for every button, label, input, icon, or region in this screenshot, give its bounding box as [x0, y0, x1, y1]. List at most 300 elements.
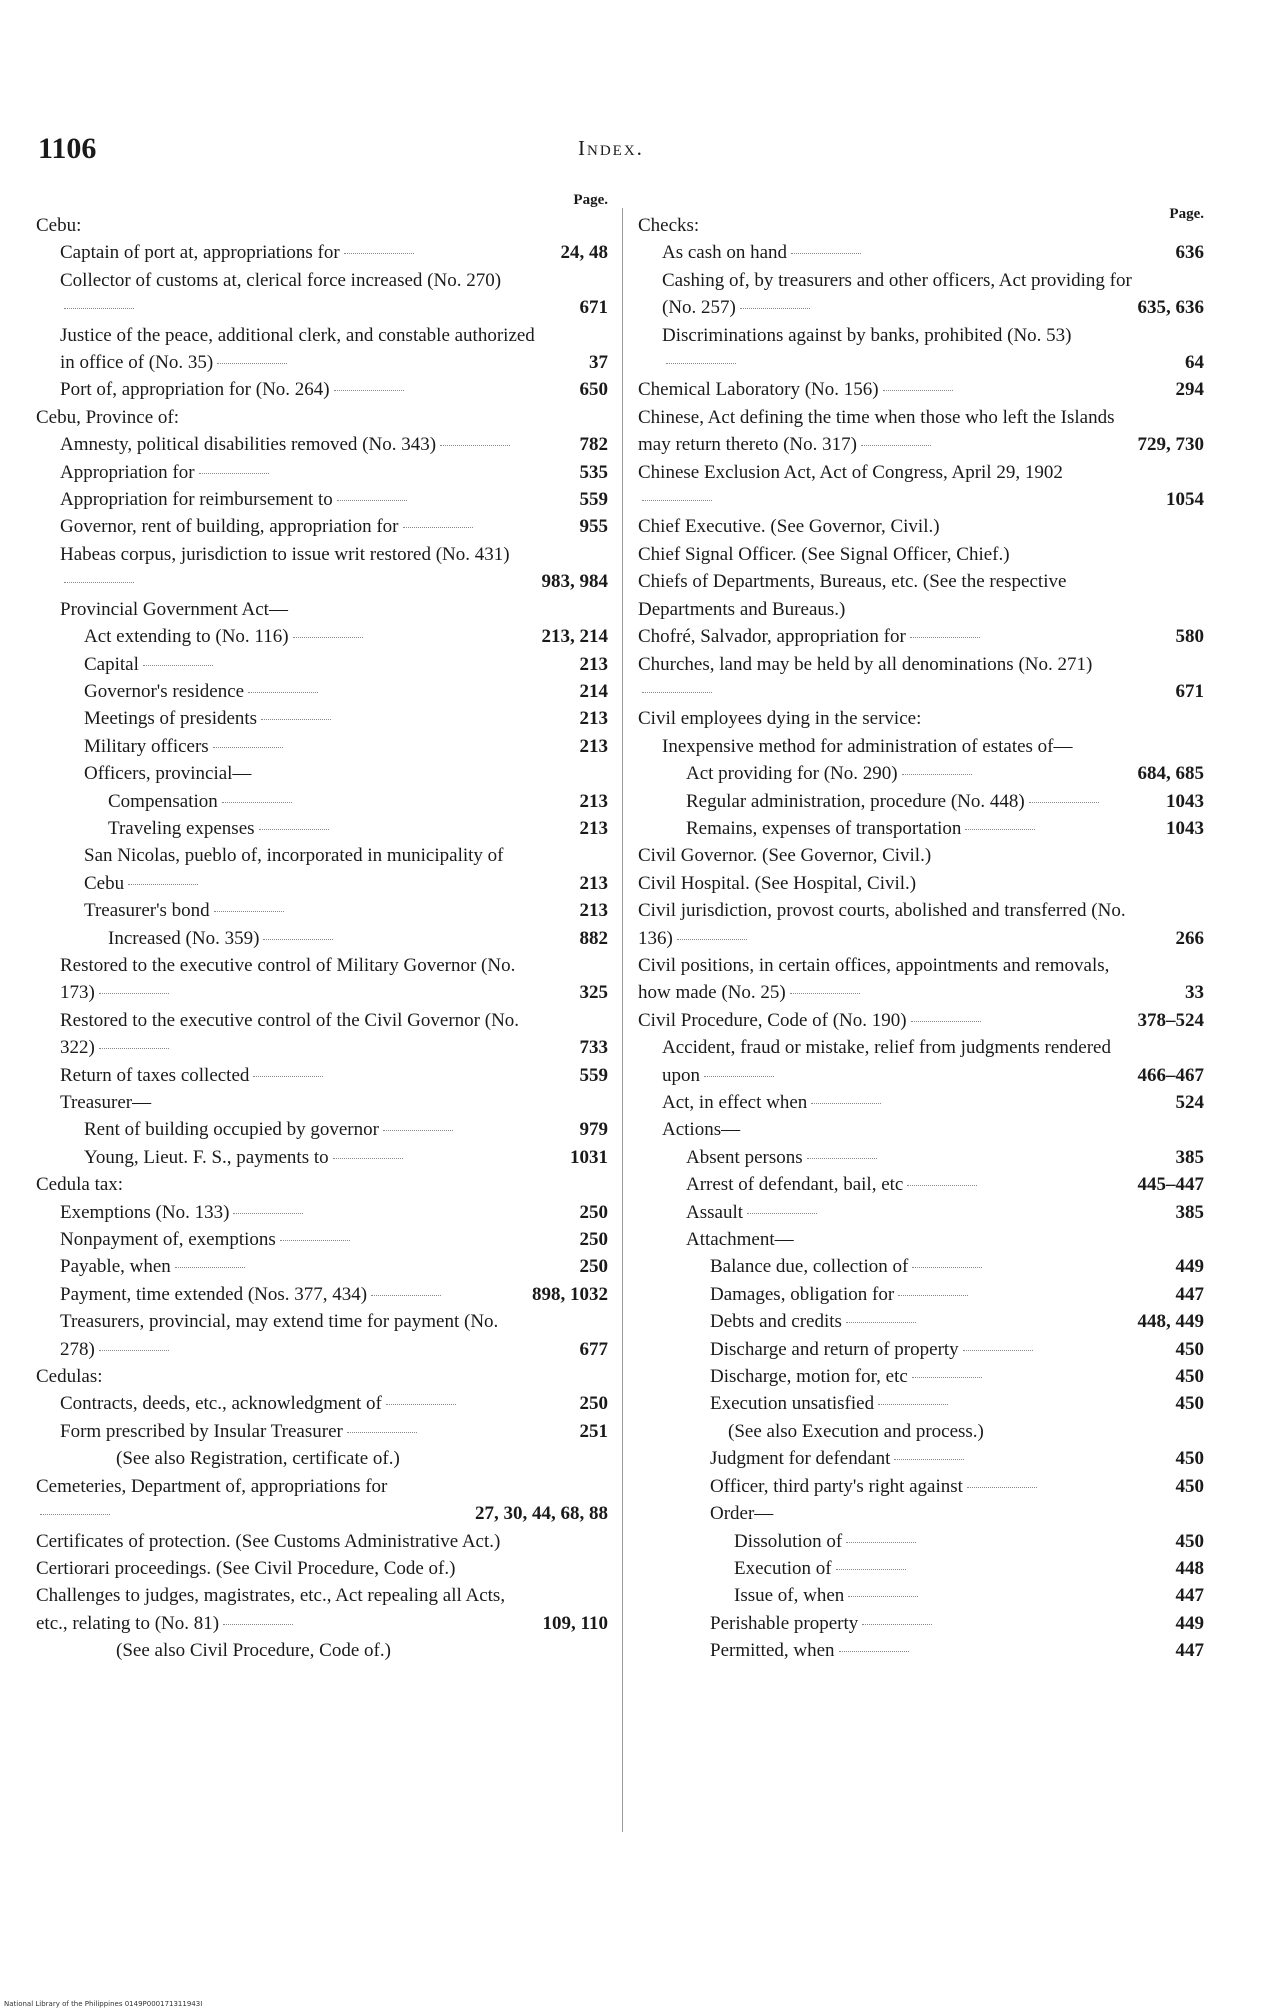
- leader-dots: [666, 363, 736, 364]
- leader-dots: [677, 939, 747, 940]
- entry-page-ref: 445–447: [1137, 1174, 1204, 1196]
- index-entry: [36, 1281, 608, 1308]
- entry-text: Checks:: [638, 215, 700, 236]
- entry-page-ref: 466–467: [1137, 1064, 1204, 1086]
- entry-page-ref: 294: [1175, 379, 1204, 401]
- leader-dots: [253, 1076, 323, 1077]
- leader-dots: [836, 1569, 906, 1570]
- leader-dots: [791, 253, 861, 254]
- entry-text: Remains, expenses of transportation: [686, 817, 962, 839]
- leader-dots: [403, 527, 473, 528]
- index-entry: [36, 705, 608, 732]
- entry-text: Capital: [84, 653, 139, 675]
- entry-page-ref: 250: [579, 1256, 608, 1278]
- entry-page-ref: 213: [579, 653, 608, 675]
- entry-text: Chief Executive. (See Governor, Civil.): [638, 516, 940, 538]
- entry-text: Treasurers, provincial, may extend time for payment (No. 278): [60, 1311, 499, 1360]
- leader-dots: [280, 1240, 350, 1241]
- leader-dots: [99, 993, 169, 994]
- entry-text: Appropriation for reimbursement to: [60, 489, 333, 511]
- leader-dots: [911, 1021, 981, 1022]
- entry-page-ref: 447: [1175, 1283, 1204, 1305]
- leader-dots: [213, 747, 283, 748]
- index-entry: [36, 897, 608, 924]
- leader-dots: [233, 1213, 303, 1214]
- entry-text: Actions—: [662, 1119, 741, 1141]
- entry-page-ref: 450: [1175, 1393, 1204, 1415]
- entry-page-ref: 559: [579, 1064, 608, 1086]
- entry-text: Civil positions, in certain offices, appointments and removals, how made (No. 25): [638, 954, 1110, 1004]
- entry-text: Civil employees dying in the service:: [638, 708, 922, 730]
- leader-dots: [337, 500, 407, 501]
- index-entry: [638, 1116, 1204, 1143]
- entry-text: Governor's residence: [84, 680, 245, 702]
- entry-page-ref: 535: [579, 461, 608, 483]
- entry-text: Act providing for (No. 290): [686, 763, 898, 785]
- entry-text: Amnesty, political disabilities removed (No. 343): [60, 434, 437, 456]
- entry-page-ref: 213: [579, 790, 608, 812]
- entry-page-ref: 636: [1175, 242, 1204, 264]
- index-entry: [36, 1555, 608, 1582]
- index-entry: [36, 678, 608, 705]
- right-entries: [638, 212, 1204, 1665]
- leader-dots: [259, 829, 329, 830]
- entry-text: Chiefs of Departments, Bureaus, etc. (See the respective Departments and Bureaus.): [638, 571, 1067, 620]
- entry-text: Meetings of presidents: [84, 708, 258, 730]
- entry-text: Discharge and return of property: [710, 1338, 959, 1360]
- leader-dots: [902, 774, 972, 775]
- entry-text: Act extending to (No. 116): [84, 626, 289, 648]
- leader-dots: [740, 308, 810, 309]
- entry-page-ref: 385: [1175, 1146, 1204, 1168]
- entry-page-ref: 109, 110: [542, 1612, 608, 1634]
- entry-page-ref: 213: [579, 900, 608, 922]
- entry-page-ref: 524: [1175, 1092, 1204, 1113]
- index-entry: [638, 322, 1204, 377]
- index-entry: [36, 1363, 608, 1390]
- index-entry: [638, 376, 1204, 403]
- entry-page-ref: 378–524: [1137, 1009, 1204, 1031]
- entry-text: Balance due, collection of: [710, 1256, 909, 1278]
- leader-dots: [217, 363, 287, 364]
- entry-text: Cebu:: [36, 215, 82, 236]
- leader-dots: [898, 1295, 968, 1296]
- entry-text: Cemeteries, Department of, appropriations for: [36, 1475, 388, 1497]
- index-entry: [638, 788, 1204, 815]
- index-entry: [36, 651, 608, 678]
- leader-dots: [199, 473, 269, 474]
- entry-page-ref: 559: [579, 489, 608, 511]
- entry-text: Challenges to judges, magistrates, etc., Act repealing all Acts, etc., relating to (No. 81): [36, 1585, 506, 1634]
- entry-text: Contracts, deeds, etc., acknowledgment of: [60, 1393, 382, 1415]
- entry-page-ref: 250: [579, 1229, 608, 1251]
- entry-page-ref: 671: [579, 297, 608, 319]
- index-entry: [36, 1144, 608, 1171]
- leader-dots: [642, 692, 712, 693]
- index-entry: [36, 1116, 608, 1143]
- entry-page-ref: 450: [1175, 1366, 1204, 1388]
- entry-text: Return of taxes collected: [60, 1064, 250, 1086]
- index-entry: [638, 267, 1204, 322]
- entry-text: (See also Registration, certificate of.): [116, 1448, 400, 1470]
- leader-dots: [878, 1404, 948, 1405]
- entry-text: San Nicolas, pueblo of, incorporated in municipality of Cebu: [84, 845, 504, 894]
- entry-text: Appropriation for: [60, 461, 195, 483]
- entry-page-ref: 684, 685: [1137, 763, 1204, 785]
- leader-dots: [386, 1404, 456, 1405]
- entry-page-ref: 447: [1175, 1585, 1204, 1607]
- leader-dots: [704, 1076, 774, 1077]
- entry-text: Churches, land may be held by all denominations (No. 271): [638, 653, 1093, 675]
- entry-page-ref: 64: [1185, 352, 1204, 374]
- index-entry: [36, 1226, 608, 1253]
- index-entry: [36, 431, 608, 458]
- index-entry: [638, 842, 1204, 869]
- index-entry: [36, 322, 608, 377]
- entry-page-ref: 448, 449: [1137, 1311, 1204, 1333]
- index-entry: [638, 1390, 1204, 1417]
- leader-dots: [143, 665, 213, 666]
- entry-text: Nonpayment of, exemptions: [60, 1229, 276, 1251]
- page-column-label: Page.: [1169, 206, 1204, 222]
- entry-text: Traveling expenses: [108, 817, 255, 839]
- index-entry: [638, 623, 1204, 650]
- index-entry: [36, 212, 608, 239]
- entry-text: Dissolution of: [734, 1530, 843, 1552]
- index-entry: [638, 705, 1204, 732]
- leader-dots: [747, 1213, 817, 1214]
- entry-text: Cebu, Province of:: [36, 406, 180, 428]
- entry-page-ref: 213: [579, 817, 608, 839]
- index-entry: [36, 623, 608, 650]
- index-entry: [638, 1336, 1204, 1363]
- entry-text: Civil Procedure, Code of (No. 190): [638, 1009, 907, 1031]
- index-entry: [36, 925, 608, 952]
- index-entry: [638, 1281, 1204, 1308]
- entry-text: Assault: [686, 1201, 743, 1223]
- entry-text: Captain of port at, appropriations for: [60, 242, 340, 264]
- index-entry: [638, 568, 1204, 623]
- leader-dots: [175, 1267, 245, 1268]
- index-entry: [638, 1253, 1204, 1280]
- leader-dots: [222, 802, 292, 803]
- leader-dots: [248, 692, 318, 693]
- index-entry: [36, 1390, 608, 1417]
- entry-text: Payable, when: [60, 1256, 171, 1278]
- leader-dots: [912, 1267, 982, 1268]
- index-entry: [36, 596, 608, 623]
- entry-page-ref: 882: [579, 927, 608, 949]
- leader-dots: [344, 253, 414, 254]
- entry-text: Debts and credits: [710, 1311, 842, 1333]
- index-entry: [36, 1473, 608, 1528]
- entry-page-ref: 898, 1032: [532, 1283, 608, 1305]
- entry-text: Execution unsatisfied: [710, 1393, 875, 1415]
- entry-text: Execution of: [734, 1557, 832, 1579]
- entry-page-ref: 24, 48: [560, 242, 608, 264]
- leader-dots: [383, 1130, 453, 1131]
- index-entry: [638, 1500, 1204, 1527]
- leader-dots: [883, 390, 953, 391]
- entry-text: Treasurer—: [60, 1092, 152, 1113]
- leader-dots: [128, 884, 198, 885]
- entry-page-ref: 266: [1175, 927, 1204, 949]
- index-entry: [638, 1144, 1204, 1171]
- entry-text: Civil jurisdiction, provost courts, abolished and transferred (No. 136): [638, 900, 1126, 949]
- index-entry: [638, 952, 1204, 1007]
- leader-dots: [263, 939, 333, 940]
- index-entry: [638, 1555, 1204, 1582]
- entry-page-ref: 385: [1175, 1201, 1204, 1223]
- leader-dots: [64, 308, 134, 309]
- entry-page-ref: 1043: [1166, 817, 1204, 839]
- index-entry: [36, 788, 608, 815]
- entry-text: Increased (No. 359): [108, 927, 260, 949]
- index-entry: [638, 1034, 1204, 1089]
- index-entry: [36, 1308, 608, 1363]
- index-entry: [36, 1637, 608, 1664]
- entry-text: Civil Governor. (See Governor, Civil.): [638, 845, 932, 867]
- index-entry: [638, 760, 1204, 787]
- index-entry: [36, 1253, 608, 1280]
- entry-page-ref: 448: [1175, 1557, 1204, 1579]
- entry-text: Officer, third party's right against: [710, 1475, 963, 1497]
- entry-page-ref: 580: [1175, 626, 1204, 648]
- entry-text: Attachment—: [686, 1229, 794, 1251]
- index-entry: [638, 239, 1204, 266]
- leader-dots: [223, 1624, 293, 1625]
- index-column-left: [36, 192, 608, 1665]
- index-entry: [36, 1418, 608, 1445]
- index-entry: [638, 1418, 1204, 1445]
- index-entry: [638, 1610, 1204, 1637]
- index-entry: [36, 376, 608, 403]
- index-entry: [638, 897, 1204, 952]
- entry-text: (See also Civil Procedure, Code of.): [116, 1640, 391, 1662]
- index-entry: [638, 1089, 1204, 1116]
- leader-dots: [440, 445, 510, 446]
- leader-dots: [963, 1350, 1033, 1351]
- index-entry: [638, 212, 1204, 239]
- index-entry: [36, 952, 608, 1007]
- index-entry: [36, 239, 608, 266]
- leader-dots: [910, 637, 980, 638]
- index-entry: [638, 815, 1204, 842]
- entry-page-ref: 213: [579, 872, 608, 894]
- library-stamp: National Library of the Philippines 0149P000171311943I: [4, 2000, 203, 2008]
- entry-page-ref: 213, 214: [541, 626, 608, 648]
- entry-text: As cash on hand: [662, 242, 788, 264]
- index-entry: [638, 1445, 1204, 1472]
- leader-dots: [334, 390, 404, 391]
- entry-page-ref: 782: [579, 434, 608, 456]
- leader-dots: [99, 1048, 169, 1049]
- entry-text: Act, in effect when: [662, 1092, 808, 1113]
- entry-text: Chemical Laboratory (No. 156): [638, 379, 879, 401]
- entry-text: Treasurer's bond: [84, 900, 210, 922]
- leader-dots: [64, 582, 134, 583]
- index-entry: [638, 1637, 1204, 1664]
- leader-dots: [790, 993, 860, 994]
- entry-page-ref: 213: [579, 735, 608, 757]
- entry-text: Certiorari proceedings. (See Civil Procedure, Code of.): [36, 1557, 456, 1579]
- index-column-right: [638, 192, 1204, 1665]
- entry-text: Provincial Government Act—: [60, 598, 288, 620]
- entry-text: Restored to the executive control of Military Governor (No. 173): [60, 954, 516, 1004]
- index-entry: [36, 1062, 608, 1089]
- entry-text: Payment, time extended (Nos. 377, 434): [60, 1283, 368, 1305]
- index-entry: [638, 513, 1204, 540]
- leader-dots: [811, 1103, 881, 1104]
- index-entry: [638, 1226, 1204, 1253]
- entry-text: Regular administration, procedure (No. 448): [686, 790, 1025, 812]
- entry-page-ref: 450: [1175, 1475, 1204, 1497]
- entry-page-ref: 729, 730: [1137, 434, 1204, 456]
- entry-page-ref: 1031: [570, 1146, 608, 1168]
- entry-page-ref: 213: [579, 708, 608, 730]
- leader-dots: [40, 1514, 110, 1515]
- index-entry: [36, 1171, 608, 1198]
- leader-dots: [807, 1158, 877, 1159]
- page-number: 1106: [38, 132, 97, 165]
- entry-text: Military officers: [84, 735, 209, 757]
- leader-dots: [848, 1596, 918, 1597]
- index-entry: [36, 815, 608, 842]
- entry-text: Collector of customs at, clerical force increased (No. 270): [60, 269, 502, 291]
- entry-page-ref: 250: [579, 1201, 608, 1223]
- entry-page-ref: 450: [1175, 1338, 1204, 1360]
- entry-page-ref: 955: [579, 516, 608, 538]
- entry-text: Exemptions (No. 133): [60, 1201, 230, 1223]
- leader-dots: [894, 1459, 964, 1460]
- index-entry: [638, 651, 1204, 706]
- leader-dots: [333, 1158, 403, 1159]
- entry-text: Chief Signal Officer. (See Signal Officer, Chief.): [638, 543, 1010, 565]
- leader-dots: [967, 1487, 1037, 1488]
- index-entry: [36, 1582, 608, 1637]
- entry-text: Discharge, motion for, etc: [710, 1366, 908, 1388]
- entry-text: Discriminations against by banks, prohibited (No. 53): [662, 324, 1072, 346]
- index-entry: [36, 733, 608, 760]
- index-entry: [638, 1582, 1204, 1609]
- entry-text: Compensation: [108, 790, 218, 812]
- page-column-label: Page.: [573, 192, 608, 208]
- left-entries: [36, 212, 608, 1665]
- leader-dots: [846, 1322, 916, 1323]
- index-entry: [638, 1171, 1204, 1198]
- leader-dots: [347, 1432, 417, 1433]
- entry-page-ref: 1043: [1166, 790, 1204, 812]
- index-entry: [638, 870, 1204, 897]
- index-entry: [36, 1007, 608, 1062]
- index-entry: [638, 404, 1204, 459]
- entry-text: Perishable property: [710, 1612, 859, 1634]
- index-entry: [36, 513, 608, 540]
- entry-text: Damages, obligation for: [710, 1283, 895, 1305]
- entry-text: (See also Execution and process.): [728, 1420, 984, 1442]
- entry-page-ref: 1054: [1166, 489, 1204, 511]
- entry-text: Young, Lieut. F. S., payments to: [84, 1146, 329, 1168]
- entry-text: Governor, rent of building, appropriation for: [60, 516, 399, 538]
- leader-dots: [965, 829, 1035, 830]
- entry-text: Officers, provincial—: [84, 763, 252, 785]
- entry-text: Form prescribed by Insular Treasurer: [60, 1420, 343, 1442]
- entry-page-ref: 214: [579, 680, 608, 702]
- leader-dots: [371, 1295, 441, 1296]
- entry-text: Inexpensive method for administration of estates of—: [662, 735, 1073, 757]
- entry-page-ref: 979: [579, 1119, 608, 1141]
- leader-dots: [839, 1651, 909, 1652]
- entry-page-ref: 450: [1175, 1448, 1204, 1470]
- entry-page-ref: 671: [1175, 680, 1204, 702]
- index-entry: [36, 1528, 608, 1555]
- index-entry: [36, 486, 608, 513]
- entry-page-ref: 325: [579, 982, 608, 1004]
- index-entry: [36, 1445, 608, 1472]
- entry-page-ref: 449: [1175, 1256, 1204, 1278]
- column-divider: [622, 208, 623, 1832]
- entry-text: Certificates of protection. (See Customs Administrative Act.): [36, 1530, 501, 1552]
- index-entry: [36, 1199, 608, 1226]
- index-entry: [638, 1007, 1204, 1034]
- leader-dots: [293, 637, 363, 638]
- entry-page-ref: 33: [1185, 982, 1204, 1004]
- leader-dots: [912, 1377, 982, 1378]
- entry-page-ref: 733: [579, 1037, 608, 1059]
- index-entry: [638, 459, 1204, 514]
- entry-text: Arrest of defendant, bail, etc: [686, 1174, 904, 1196]
- entry-text: Port of, appropriation for (No. 264): [60, 379, 330, 401]
- index-entry: [36, 459, 608, 486]
- entry-text: Absent persons: [686, 1146, 803, 1168]
- leader-dots: [862, 1624, 932, 1625]
- entry-page-ref: 450: [1175, 1530, 1204, 1552]
- entry-text: Habeas corpus, jurisdiction to issue writ restored (No. 431): [60, 543, 510, 565]
- entry-text: Cedulas:: [36, 1366, 103, 1388]
- index-entry: [36, 760, 608, 787]
- entry-text: Issue of, when: [734, 1585, 845, 1607]
- index-entry: [36, 1089, 608, 1116]
- entry-text: Restored to the executive control of the Civil Governor (No. 322): [60, 1009, 520, 1059]
- entry-page-ref: 37: [589, 352, 608, 374]
- index-entry: [638, 1473, 1204, 1500]
- leader-dots: [214, 911, 284, 912]
- leader-dots: [99, 1350, 169, 1351]
- entry-page-ref: 447: [1175, 1640, 1204, 1662]
- index-entry: [36, 267, 608, 322]
- leader-dots: [1029, 802, 1099, 803]
- entry-text: Chinese Exclusion Act, Act of Congress, April 29, 1902: [638, 461, 1063, 483]
- entry-page-ref: 251: [579, 1420, 608, 1442]
- index-entry: [638, 1363, 1204, 1390]
- entry-text: Permitted, when: [710, 1640, 835, 1662]
- index-entry: [36, 541, 608, 596]
- entry-text: Order—: [710, 1503, 774, 1525]
- leader-dots: [642, 500, 712, 501]
- entry-text: Chofré, Salvador, appropriation for: [638, 626, 906, 648]
- entry-page-ref: 635, 636: [1137, 297, 1204, 319]
- entry-text: Accident, fraud or mistake, relief from judgments rendered upon: [662, 1037, 1111, 1086]
- leader-dots: [861, 445, 931, 446]
- entry-text: Civil Hospital. (See Hospital, Civil.): [638, 872, 917, 894]
- index-entry: [638, 1199, 1204, 1226]
- index-entry: [638, 1308, 1204, 1335]
- index-entry: [638, 733, 1204, 760]
- entry-text: Cedula tax:: [36, 1174, 124, 1196]
- index-entry: [638, 1528, 1204, 1555]
- entry-text: Chinese, Act defining the time when those who left the Islands may return thereto (No. 317): [638, 406, 1115, 456]
- leader-dots: [261, 719, 331, 720]
